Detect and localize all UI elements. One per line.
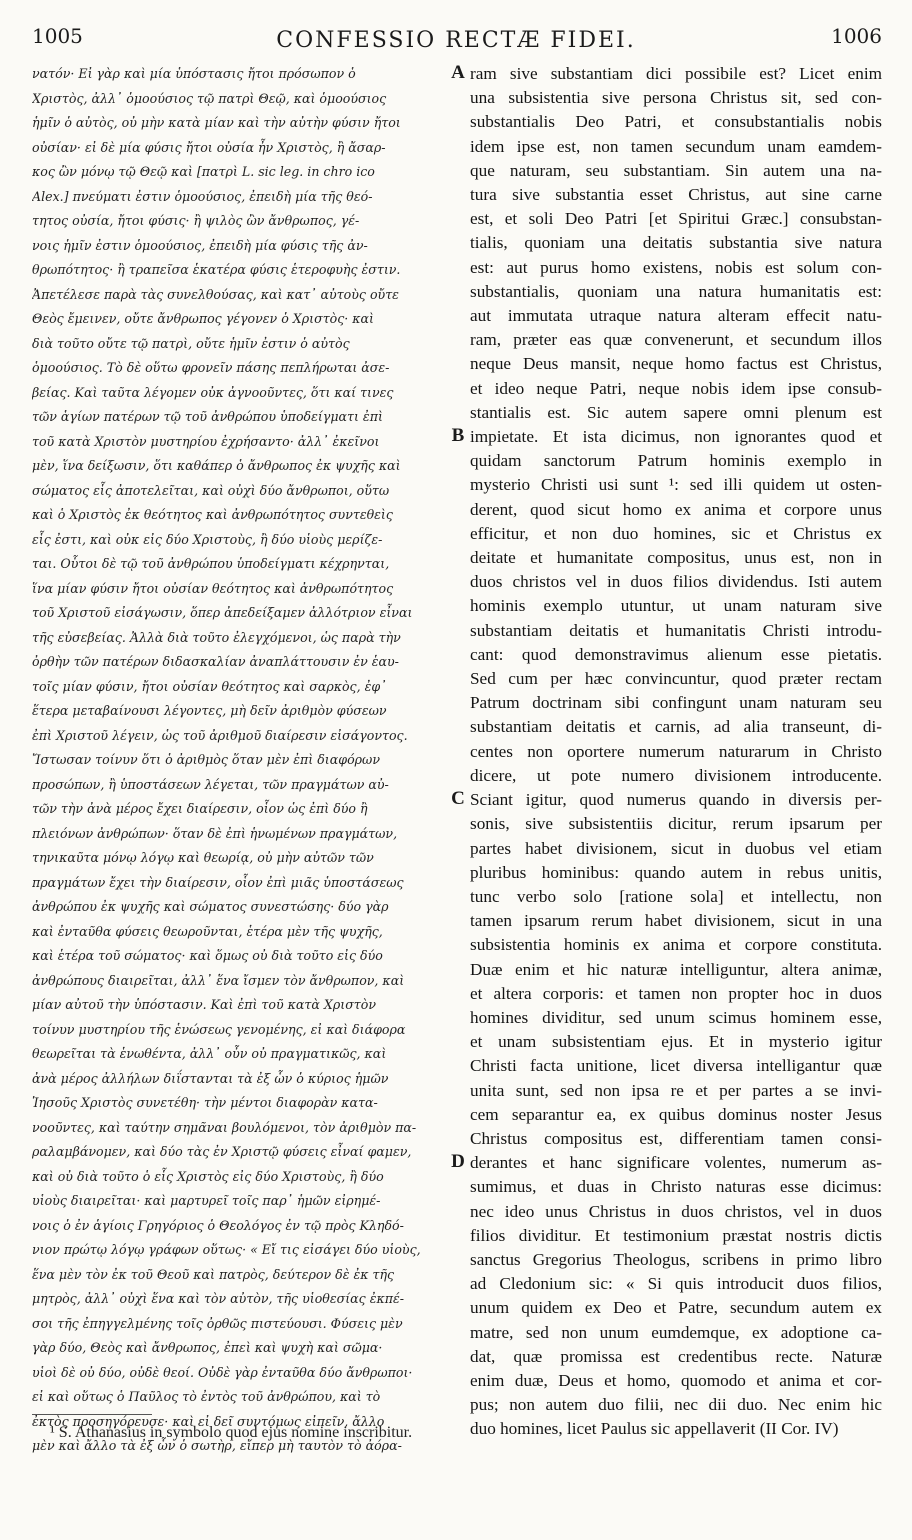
greek-text-line: τοῖς μίαν φύσιν, ἤτοι οὐσίαν θεότητος καὶ σαρκὸς, ἐφ᾽	[32, 678, 387, 694]
latin-text-line: partes habet divisionem, sicut in duobus vel etiam	[470, 838, 882, 858]
greek-text-line: Ἴστωσαν τοίνυν ὅτι ὁ ἀριθμὸς ὅταν μὲν ἐπὶ διαφόρων	[32, 752, 380, 767]
greek-text-line: ἡμῖν ὁ αὐτὸς, οὐ μὴν κατὰ μίαν καὶ τὴν αὐτὴν φύσιν ἤτοι	[32, 115, 401, 130]
latin-text-line: est: aut purus homo existens, nobis est solum con-	[470, 257, 882, 277]
latin-text-line: nec ideo unus Christus in duos christos, vel in duos	[470, 1201, 882, 1221]
latin-text-line: derantes et hanc significare volentes, numerum as-	[470, 1153, 882, 1173]
latin-text-line: est, et soli Deo Patri [et Spiritui Græc.] consubstan-	[470, 209, 882, 229]
greek-text-line: μητρὸς, ἀλλ᾽ οὐχὶ ἕνα καὶ τὸν αὐτὸν, τῆς υἱοθεσίας ἐκπέ-	[32, 1291, 405, 1306]
footnote: ¹ S. Athanasius in symbolo quod ejus nomine inscribitur.	[50, 1424, 413, 1441]
greek-text-line: τοῦ Χριστοῦ εἰσάγωσιν, ὅπερ ἀπεδείξαμεν ἀλλότριον εἶναι	[32, 605, 413, 620]
greek-text-line: ἐκτὸς προσηγόρευσε· καὶ εἰ δεῖ συντόμως εἰπεῖν, ἄλλο	[32, 1413, 385, 1429]
section-marker-b: B	[451, 425, 465, 446]
greek-text-line: ἀνθρώπους διαιρεῖται, ἀλλ᾽ ἕνα ἴσμεν τὸν ἄνθρωπον, καὶ	[32, 972, 405, 988]
page-header	[0, 0, 912, 60]
latin-text-line: stantialis est. Sic autem sapere omni plenum est	[470, 402, 882, 422]
latin-text-line: sonis, sive subsistentiis dicitur, rerum ipsarum per	[470, 814, 882, 834]
greek-text-line: τῶν ἁγίων πατέρων τῷ τοῦ ἀνθρώπου ὑποδείγματι ἐπὶ	[32, 409, 383, 424]
latin-text-line: duos christos vel in duos filios dividendus. Isti autem	[470, 572, 882, 592]
latin-text-line: idem ipse est, non tamen secundum unam eamdem-	[470, 136, 882, 156]
latin-text-line: subsistentia hominis ex anima et corpore constituta.	[470, 935, 882, 955]
greek-text-line: ἀνὰ μέρος ἀλλήλων διΐστανται τὰ ἐξ ὧν ὁ κύριος ἡμῶν	[32, 1070, 389, 1086]
latin-text-line: centes non oportere numerum naturarum in Christo	[470, 741, 882, 761]
latin-text-line: neque Deus mansit, neque homo factus est Christus,	[470, 354, 882, 374]
latin-text-line: duo homines, licet Paulus sic appellaverit (II Cor. IV)	[470, 1419, 839, 1439]
latin-text-line: et unam subsistentiam ejus. Et in mysterio igitur	[470, 1032, 882, 1052]
latin-column	[470, 62, 882, 1442]
greek-text-line: υἱοὶ δὲ οὐ δύο, οὐδὲ θεοί. Οὐδὲ γὰρ ἐνταῦθα δύο ἄνθρωποι·	[32, 1364, 413, 1380]
latin-text-line: hominis exemplo utuntur, ut unam naturam sive	[470, 596, 882, 616]
greek-text-line: τητος οὐσία, ἤτοι φύσις· ἢ ψιλὸς ὢν ἄνθρωπος, γέ-	[32, 213, 360, 228]
latin-text-line: substantialis Deo Patri, et consubstantialis nobis	[470, 112, 882, 132]
greek-text-line: καὶ ἑτέρα τοῦ σώματος· καὶ ὅμως οὐ διὰ τοῦτο εἰς δύο	[32, 948, 383, 963]
latin-text-line: derent, quod sicut homo ex anima et corpore unus	[470, 499, 882, 519]
latin-text-line: cem separantur ea, ex quibus dominus noster Jesus	[470, 1104, 882, 1124]
greek-text-line: πραγμάτων ἔχει τὴν διαίρεσιν, οἷον ἐπὶ μιᾶς ὑποστάσεως	[32, 874, 404, 890]
greek-text-line: μὲν, ἵνα δείξωσιν, ὅτι καθάπερ ὁ ἄνθρωπος ἐκ ψυχῆς καὶ	[32, 458, 401, 473]
greek-text-line: ἕτερα μεταβαίνουσι λέγοντες, μὴ δεῖν ἀριθμὸν φύσεων	[32, 703, 387, 718]
greek-text-line: νιον πρώτῳ λόγῳ γράφων οὕτως· « Εἴ τις εἰσάγει δύο υἱοὺς,	[32, 1242, 421, 1257]
greek-text-line: Ἰησοῦς Χριστὸς συνετέθη· τὴν μέντοι διαφορὰν κατα-	[32, 1095, 378, 1110]
latin-text-line: impietate. Et ista dicimus, non ignorantes quod et	[470, 427, 882, 447]
greek-text-line: ἐπὶ Χριστοῦ λέγειν, ὡς τοῦ ἀριθμοῦ διαίρεσιν εἰσάγοντος.	[32, 727, 408, 743]
greek-text-line: υἱοὺς διαιρεῖται· καὶ μαρτυρεῖ τοῖς παρ᾽ ἡμῶν εἰρημέ-	[32, 1193, 381, 1208]
latin-text-line: ad Cledonium sic: « Si quis introducit duos filios,	[470, 1274, 882, 1294]
greek-text-line: Alex.] πνεύματι ἐστιν ὁμοούσιος, ἐπειδὴ μία τῆς θεό-	[32, 188, 373, 204]
latin-text-line: tura sive substantia esset Christus, aut sine carne	[470, 185, 882, 205]
greek-text-line: θρωπότητος· ἢ τραπεῖσα ἑκατέρα φύσις ἑτεροφυὴς ἐστιν.	[32, 262, 401, 277]
greek-text-line: Ἀπετέλεσε παρὰ τὰς συνελθούσας, καὶ κατ᾽ αὐτοὺς οὔτε	[32, 286, 399, 302]
greek-text-line: Θεὸς ἔμεινεν, οὔτε ἄνθρωπος γέγονεν ὁ Χριστὸς· καὶ	[32, 311, 374, 326]
greek-text-line: γὰρ δύο, Θεὸς καὶ ἄνθρωπος, ἐπεὶ καὶ ψυχὴ καὶ σῶμα·	[32, 1340, 383, 1355]
greek-text-line: ται. Οὗτοι δὲ τῷ τοῦ ἀνθρώπου ὑποδείγματι κέχρηνται,	[32, 556, 390, 571]
greek-text-line: θεωρεῖται τὰ ἑνωθέντα, ἀλλ᾽ οὖν οὐ πραγματικῶς, καὶ	[32, 1046, 387, 1061]
latin-text-line: matre, sed non unum eumdemque, ex adoptione ca-	[470, 1322, 882, 1342]
latin-text-line: et ideo neque Patri, neque nobis idem ipse consub-	[470, 378, 882, 398]
latin-text-line: substantiam deitatis et humanitatis Christi introdu-	[470, 620, 882, 640]
latin-text-line: Patrum doctrinam sibi confingunt unam naturam seu	[470, 693, 882, 713]
greek-text-line: μίαν αὐτοῦ τὴν ὑπόστασιν. Καὶ ἐπὶ τοῦ κατὰ Χριστὸν	[32, 997, 376, 1012]
latin-text-line: aut immutata utraque natura alteram effecit natu-	[470, 306, 882, 326]
greek-text-line: ὀρθὴν τῶν πατέρων διδασκαλίαν ἀναπλάττουσιν ἐν ἑαυ-	[32, 654, 399, 669]
page-number-left: 1005	[32, 24, 83, 48]
greek-text-line: μὲν καὶ ἄλλο τὰ ἐξ ὧν ὁ σωτὴρ, εἴπερ μὴ ταυτὸν τὸ ἀόρα-	[32, 1438, 402, 1453]
latin-text-line: substantiam deitatis et carnis, ad alia transeunt, di-	[470, 717, 882, 737]
latin-text-line: filios dividitur. Et testimonium præstat nostris dictis	[470, 1225, 882, 1245]
latin-text-line: dicere, ut pote numero divisionem introducente.	[470, 765, 882, 785]
greek-text-line: εἰ καὶ οὕτως ὁ Παῦλος τὸ ἐντὸς τοῦ ἀνθρώπου, καὶ τὸ	[32, 1389, 381, 1404]
latin-text-line: cant: quod demonstravimus alienum esse pietatis.	[470, 644, 882, 664]
latin-text-line: quidam sanctorum Patrum hominis exemplo in	[470, 451, 882, 471]
greek-text-line: εἷς ἐστι, καὶ οὐκ εἰς δύο Χριστοὺς, ἢ δύο υἱοὺς μερίζε-	[32, 531, 383, 547]
greek-text-line: οὐσίαν· εἰ δὲ μία φύσις ἤτοι οὐσία ἦν Χριστὸς, ἢ ἄσαρ-	[32, 139, 386, 155]
greek-text-line: τοῦ κατὰ Χριστὸν μυστηρίου ἐχρήσαντο· ἀλλ᾽ ἐκεῖνοι	[32, 433, 380, 449]
latin-text-line: Sed cum per hæc convincuntur, quod præter rectam	[470, 669, 882, 689]
latin-text-line: ram sive substantiam dici possibile est? Licet enim	[470, 64, 882, 83]
latin-text-line: Sciant igitur, quod numerus quando in diversis per-	[470, 790, 882, 810]
greek-text-line: σοι τῆς ἐπηγγελμένης τοῖς ὀρθῶς πιστεύουσι. Φύσεις μὲν	[32, 1315, 403, 1331]
greek-text-line: νατόν· Εἰ γὰρ καὶ μία ὑπόστασις ἤτοι πρόσωπον ὁ	[32, 66, 356, 81]
greek-text-line: βείας. Καὶ ταῦτα λέγομεν οὐκ ἀγνοοῦντες, ὅτι καί τινες	[32, 384, 394, 400]
latin-text-line: unum quidem ex Deo et Patre, secundum autem ex	[470, 1298, 882, 1318]
greek-text-line: νοις ὁ ἐν ἁγίοις Γρηγόριος ὁ Θεολόγος ἐν τῷ πρὸς Κληδό-	[32, 1217, 404, 1233]
greek-text-line: τοίνυν μυστηρίου τῆς ἑνώσεως γενομένης, εἰ καὶ διάφορα	[32, 1021, 406, 1037]
greek-text-line: νοις ἡμῖν ἐστιν ὁμοούσιος, ἐπειδὴ μία φύσις τῆς ἀν-	[32, 237, 368, 253]
greek-text-line: τηνικαῦτα μόνῳ λόγῳ καὶ θεωρίᾳ, οὐ μὴν αὐτῶν τῶν	[32, 850, 374, 865]
greek-text-line: ἕνα μὲν τὸν ἐκ τοῦ Θεοῦ καὶ πατρὸς, δεύτερον δὲ ἐκ τῆς	[32, 1266, 395, 1282]
latin-text-line: deitate et humanitate compositus, unus est, non in	[470, 548, 882, 568]
section-marker-d: D	[451, 1151, 465, 1172]
greek-text-line: ραλαμβάνομεν, καὶ δύο τὰς ἐν Χριστῷ φύσεις εἶναί φαμεν,	[32, 1144, 412, 1159]
latin-text-line: enim duæ, Deus et homo, quomodo et anima et cor-	[470, 1370, 882, 1390]
greek-text-line: ἀνθρώπου ἐκ ψυχῆς καὶ σώματος συνεστώσης· δύο γὰρ	[32, 899, 389, 914]
latin-text-line: mysterio Christi usi sunt ¹: sed illi quidem ut osten-	[470, 475, 882, 495]
greek-text-line: τῆς εὐσεβείας. Ἀλλὰ διὰ τοῦτο ἐλεγχόμενοι, ὡς παρὰ τὴν	[32, 629, 401, 645]
latin-text-line: que naturam, seu substantiam. Sin autem una na-	[470, 160, 882, 180]
greek-text-line: καὶ ἐνταῦθα φύσεις θεωροῦνται, ἑτέρα μὲν τῆς ψυχῆς,	[32, 923, 383, 939]
latin-text-line: pluribus hominibus: quando autem in rebus unitis,	[470, 862, 882, 882]
greek-text-line: ὁμοούσιος. Τὸ δὲ οὕτω φρονεῖν πάσης πεπλήρωται ἀσε-	[32, 360, 390, 375]
latin-text-line: una subsistentia sive persona Christus sit, sed con-	[470, 88, 882, 108]
latin-text-line: sanctus Gregorius Theologus, scribens in primo libro	[470, 1249, 882, 1269]
latin-text-line: tamen ipsarum rerum habet divisionem, sicut in una	[470, 911, 882, 931]
greek-text-line: ἵνα μίαν φύσιν ἤτοι οὐσίαν θεότητος καὶ ἀνθρωπότητος	[32, 580, 394, 596]
latin-text-line: dat, quæ promissa est credentibus recte. Naturæ	[470, 1346, 882, 1366]
greek-text-line: τῶν τὴν ἀνὰ μέρος ἔχει διαίρεσιν, οἷον ὡς ἐπὶ δύο ἢ	[32, 801, 368, 816]
latin-text-line: pus; non autem duo filii, nec dii duo. Nec enim hic	[470, 1395, 882, 1415]
greek-text-line: διὰ τοῦτο οὔτε τῷ πατρὶ, οὔτε ἡμῖν ἐστιν ὁ αὐτὸς	[32, 335, 350, 351]
greek-text-line: πλειόνων ἀνθρώπων· ὅταν δὲ ἐπὶ ἡνωμένων πραγμάτων,	[32, 825, 398, 841]
latin-text-line: et altera corporis: et tamen non propter hoc in duos	[470, 983, 882, 1003]
latin-text-line: Duæ enim et hic naturæ intelliguntur, altera animæ,	[470, 959, 882, 979]
greek-text-line: καὶ ὁ Χριστὸς ἐκ θεότητος καὶ ἀνθρωπότητος συντεθεὶς	[32, 507, 393, 522]
greek-text-line: σώματος εἷς ἀποτελεῖται, καὶ οὐχὶ δύο ἄνθρωποι, οὕτω	[32, 482, 390, 498]
greek-text-line: νοοῦντες, καὶ ταύτην σημᾶναι βουλόμενοι, τὸν ἀριθμὸν πα-	[32, 1119, 417, 1135]
latin-text-line: efficitur, et non duo homines, sic et Christus ex	[470, 523, 882, 543]
latin-text-line: sumimus, et duas in Christo naturas esse dicimus:	[470, 1177, 882, 1197]
footnote-rule	[32, 1414, 152, 1415]
latin-text-line: Christi facta unitione, licet diversa intelligantur quæ	[470, 1056, 882, 1076]
latin-text-line: substantialis, quoniam una natura humanitatis est:	[470, 281, 882, 301]
greek-text-line: προσώπων, ἢ ὑποστάσεων λέγεται, τῶν πραγμάτων αὐ-	[32, 776, 389, 792]
section-marker-a: A	[451, 62, 465, 83]
latin-text-line: tialis, quoniam una deitatis substantia sive natura	[470, 233, 882, 253]
page-number-right: 1006	[831, 24, 882, 48]
latin-text-line: Christus compositus est, differentiam tamen consi-	[470, 1128, 882, 1148]
latin-text-line: tunc verbo solo [ratione sola] et intellectu, non	[470, 886, 882, 906]
greek-text-line: Χριστὸς, ἀλλ᾽ ὁμοούσιος τῷ πατρὶ Θεῷ, καὶ ὁμοούσιος	[32, 90, 387, 106]
latin-text-line: homines dividitur, sed unum scimus hominem esse,	[470, 1007, 882, 1027]
greek-column	[32, 62, 448, 1459]
latin-text-line: ram, præter eas quæ convenerunt, et secundum illos	[470, 330, 882, 350]
greek-text-line: καὶ οὐ διὰ τοῦτο ὁ εἷς Χριστὸς εἰς δύο Χριστοὺς, ἢ δύο	[32, 1168, 384, 1184]
latin-text-line: unita sunt, sed non ipsa re et per partes a se invi-	[470, 1080, 882, 1100]
greek-text-line: κος ὢν μόνῳ τῷ Θεῷ καὶ [πατρὶ L. sic leg. in chro ico	[32, 164, 375, 179]
section-marker-c: C	[451, 788, 465, 809]
running-title: CONFESSIO RECTÆ FIDEI.	[276, 28, 636, 53]
